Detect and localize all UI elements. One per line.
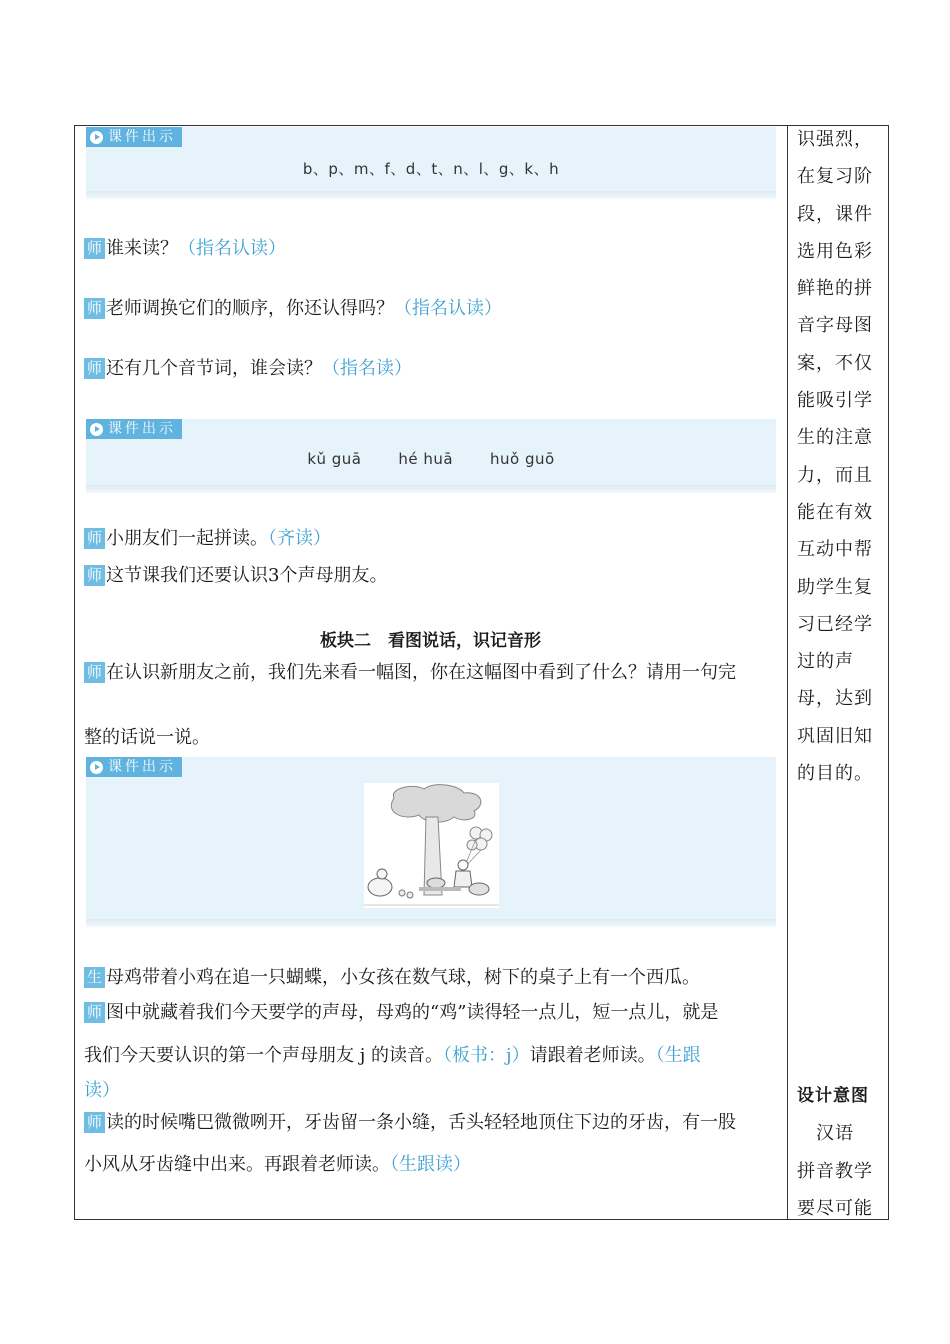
teacher-line-5: 师 这节课我们还要认识3个声母朋友。: [84, 565, 387, 587]
teacher-line-8-end: 读）: [84, 1080, 120, 1101]
teacher-line-8: 师 图中就藏着我们今天要学的声母，母鸡的“鸡”读得轻一点儿，短一点儿，就是: [84, 1002, 718, 1024]
teacher-line-9-cont: 小风从牙齿缝中出来。再跟着老师读。（生跟读）: [84, 1154, 471, 1175]
play-icon: [90, 761, 103, 774]
teacher-badge: 师: [84, 298, 105, 319]
design-notes-1: 识强烈， 在复习阶 段，课件 选用色彩 鲜艳的拼 音字母图 案，不仅 能吸引学 生的注意 力，而且 能在有效 互动中帮 助学生复 习已经学 过的声 母，达到 巩固旧知 的目的。: [797, 129, 873, 785]
courseware-panel-2: [86, 419, 776, 485]
courseware-tag: 课件出示: [86, 127, 182, 147]
student-badge: 生: [84, 967, 105, 988]
teacher-line-6: 师 在认识新朋友之前，我们先来看一幅图，你在这幅图中看到了什么？请用一句完: [84, 662, 736, 684]
teacher-line-4: 师 小朋友们一起拼读。（齐读）: [84, 528, 331, 550]
design-notes-2: 设计意图 汉语 拼音教学 要尽可能: [797, 1078, 875, 1227]
table-divider: [787, 125, 788, 1219]
teacher-line-1: 师 谁来读？（指名认读）: [84, 238, 286, 260]
teacher-badge: 师: [84, 238, 105, 259]
teacher-badge: 师: [84, 1002, 105, 1023]
teacher-line-6-cont: 整的话说一说。: [84, 727, 210, 748]
table-right-border: [888, 125, 889, 1219]
teacher-badge: 师: [84, 662, 105, 683]
teacher-badge: 师: [84, 565, 105, 586]
teacher-line-2: 师 老师调换它们的顺序，你还认得吗？（指名认读）: [84, 298, 502, 320]
teacher-line-3: 师 还有几个音节词，谁会读？（指名读）: [84, 358, 412, 380]
play-icon: [90, 423, 103, 436]
play-icon: [90, 131, 103, 144]
teacher-badge: 师: [84, 528, 105, 549]
courseware-tag: 课件出示: [86, 419, 182, 439]
teacher-badge: 师: [84, 358, 105, 379]
courseware-tag: 课件出示: [86, 757, 182, 777]
teacher-line-8-cont: 我们今天要认识的第一个声母朋友 j 的读音。（板书：j）请跟着老师读。（生跟: [84, 1045, 701, 1066]
syllable-words: kǔ guā hé huā huǒ guō: [307, 450, 555, 468]
teacher-line-9: 师 读的时候嘴巴微微咧开，牙齿留一条小缝，舌头轻轻地顶住下边的牙齿，有一股: [84, 1112, 736, 1134]
section-title: 板块二 看图说话，识记音形: [320, 631, 541, 651]
teacher-badge: 师: [84, 1112, 105, 1133]
courseware-panel-1: [86, 127, 776, 191]
student-line: 生 母鸡带着小鸡在追一只蝴蝶，小女孩在数气球，树下的桌子上有一个西瓜。: [84, 967, 700, 989]
initials-list: b、p、m、f、d、t、n、l、g、k、h: [302, 160, 560, 178]
table-left-border: [74, 125, 75, 1219]
scene-illustration: [364, 783, 499, 908]
design-intent-heading: 设计意图: [797, 1086, 869, 1106]
